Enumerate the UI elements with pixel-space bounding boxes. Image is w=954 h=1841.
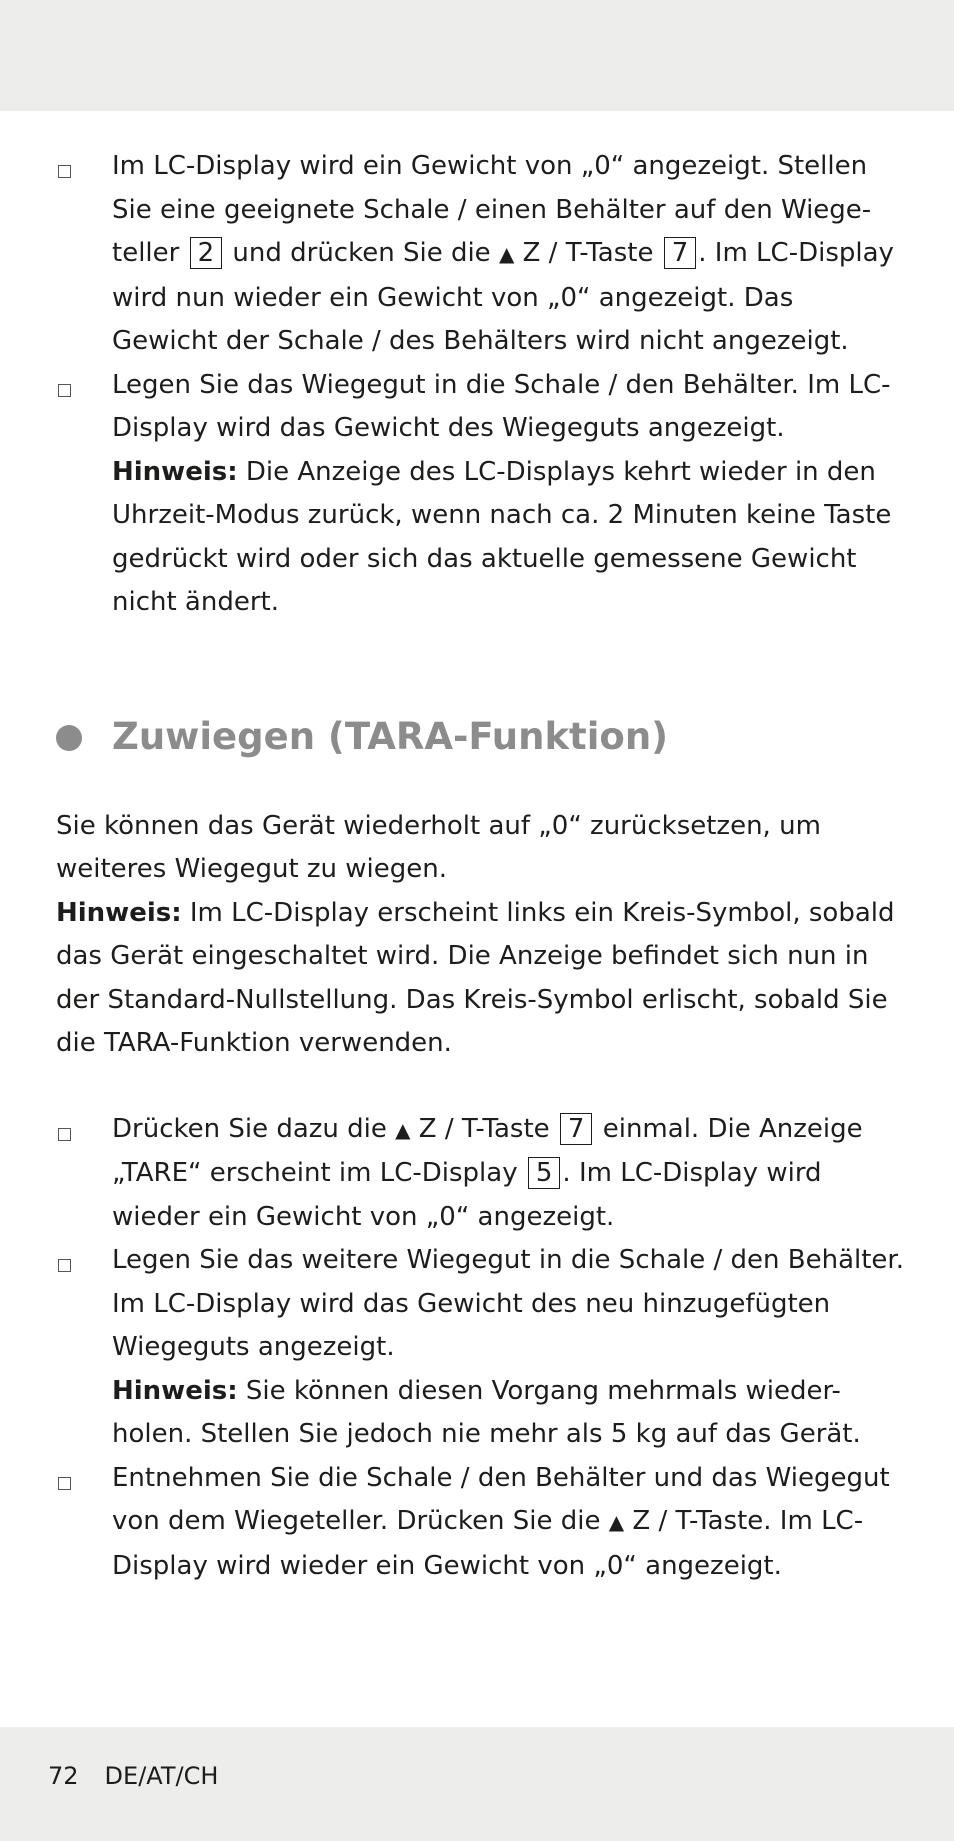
list-item: Entnehmen Sie die Schale / den Behälter und das Wiegegut von dem Wiegeteller. Drücken Sie die ▲ Z / T-Taste. Im LC-Display wird wieder ein Gewicht von „0“ angezeigt. [56, 1457, 906, 1589]
note-label: Hinweis: [112, 1375, 238, 1406]
triangle-up-icon: ▲ [395, 1117, 411, 1142]
bullet-dot-icon [56, 725, 82, 751]
page-footer [48, 1762, 244, 1790]
intro-text: Sie können das Gerät wiederholt auf „0“ zurücksetzen, um weiteres Wiegegut zu wiegen. [56, 810, 821, 884]
list-item: Legen Sie das Wiegegut in die Schale / den Behälter. Im LC-Display wird das Gewicht des Wiegeguts angezeigt. Hinweis: Die Anzeige des LC-Displays kehrt wieder in den Uhrzeit-Modus zurück, wenn nach ca. 2 Minuten keine Taste gedrückt wird oder sich das aktuelle gemessene Gewicht nicht ändert. [56, 364, 906, 625]
reference-number-5: 5 [528, 1157, 561, 1189]
page-number: 72 [48, 1762, 79, 1790]
note-text: Im LC-Display erscheint links ein Kreis-Symbol, sobald das Gerät eingeschaltet wird. Die Anzeige befindet sich nun in der Standard-Nullstellung. Das Kreis-Symbol erlischt, sobald Sie die TARA-Funktion verwenden. [56, 897, 895, 1058]
triangle-up-icon: ▲ [498, 242, 515, 266]
note-label: Hinweis: [112, 456, 238, 487]
intro-note [56, 892, 906, 1066]
section-heading: Zuwiegen (TARA-Funktion) [56, 713, 906, 761]
reference-number-7: 7 [560, 1113, 593, 1145]
page-content [56, 145, 906, 1588]
reference-number-2: 2 [190, 237, 223, 269]
locale-label: DE/AT/CH [104, 1762, 219, 1790]
list-item: Legen Sie das weitere Wiegegut in die Schale / den Behälter. Im LC-Display wird das Gewicht des neu hinzugefügten Wiegeguts angezeigt. Hinweis: Sie können diesen Vorgang mehrmals wieder-holen. Stellen Sie jedoch nie mehr als 5 kg auf das Gerät. [56, 1239, 906, 1457]
instruction-list-1 [56, 145, 906, 625]
note-label: Hinweis: [56, 897, 182, 928]
note-text: Sie können diesen Vorgang mehrmals wieder-holen. Stellen Sie jedoch nie mehr als 5 kg auf das Gerät. [112, 1375, 861, 1449]
note-text: Die Anzeige des LC-Displays kehrt wieder in den Uhrzeit-Modus zurück, wenn nach ca. 2 Minuten keine Taste gedrückt wird oder sich das aktuelle gemessene Gewicht nicht ändert. [112, 456, 892, 617]
intro-paragraph [56, 805, 906, 1066]
list-item: Im LC-Display wird ein Gewicht von „0“ angezeigt. Stellen Sie eine geeignete Schale / einen Behälter auf den Wiege-teller 2 und drücken Sie die ▲ Z / T-Taste 7 . Im LC-Display wird nun wieder ein Gewicht von „0“ angezeigt. Das Gewicht der Schale / des Behälters wird nicht angezeigt. [56, 145, 906, 364]
header-band [0, 0, 954, 111]
triangle-up-icon: ▲ [608, 1510, 625, 1534]
reference-number-7: 7 [664, 237, 697, 269]
list-item: Drücken Sie dazu die ▲ Z / T-Taste 7 einmal. Die Anzeige „TARE“ erscheint im LC-Display 5 . Im LC-Display wird wieder ein Gewicht von „0“ angezeigt. [56, 1108, 906, 1240]
instruction-list-2 [56, 1108, 906, 1589]
